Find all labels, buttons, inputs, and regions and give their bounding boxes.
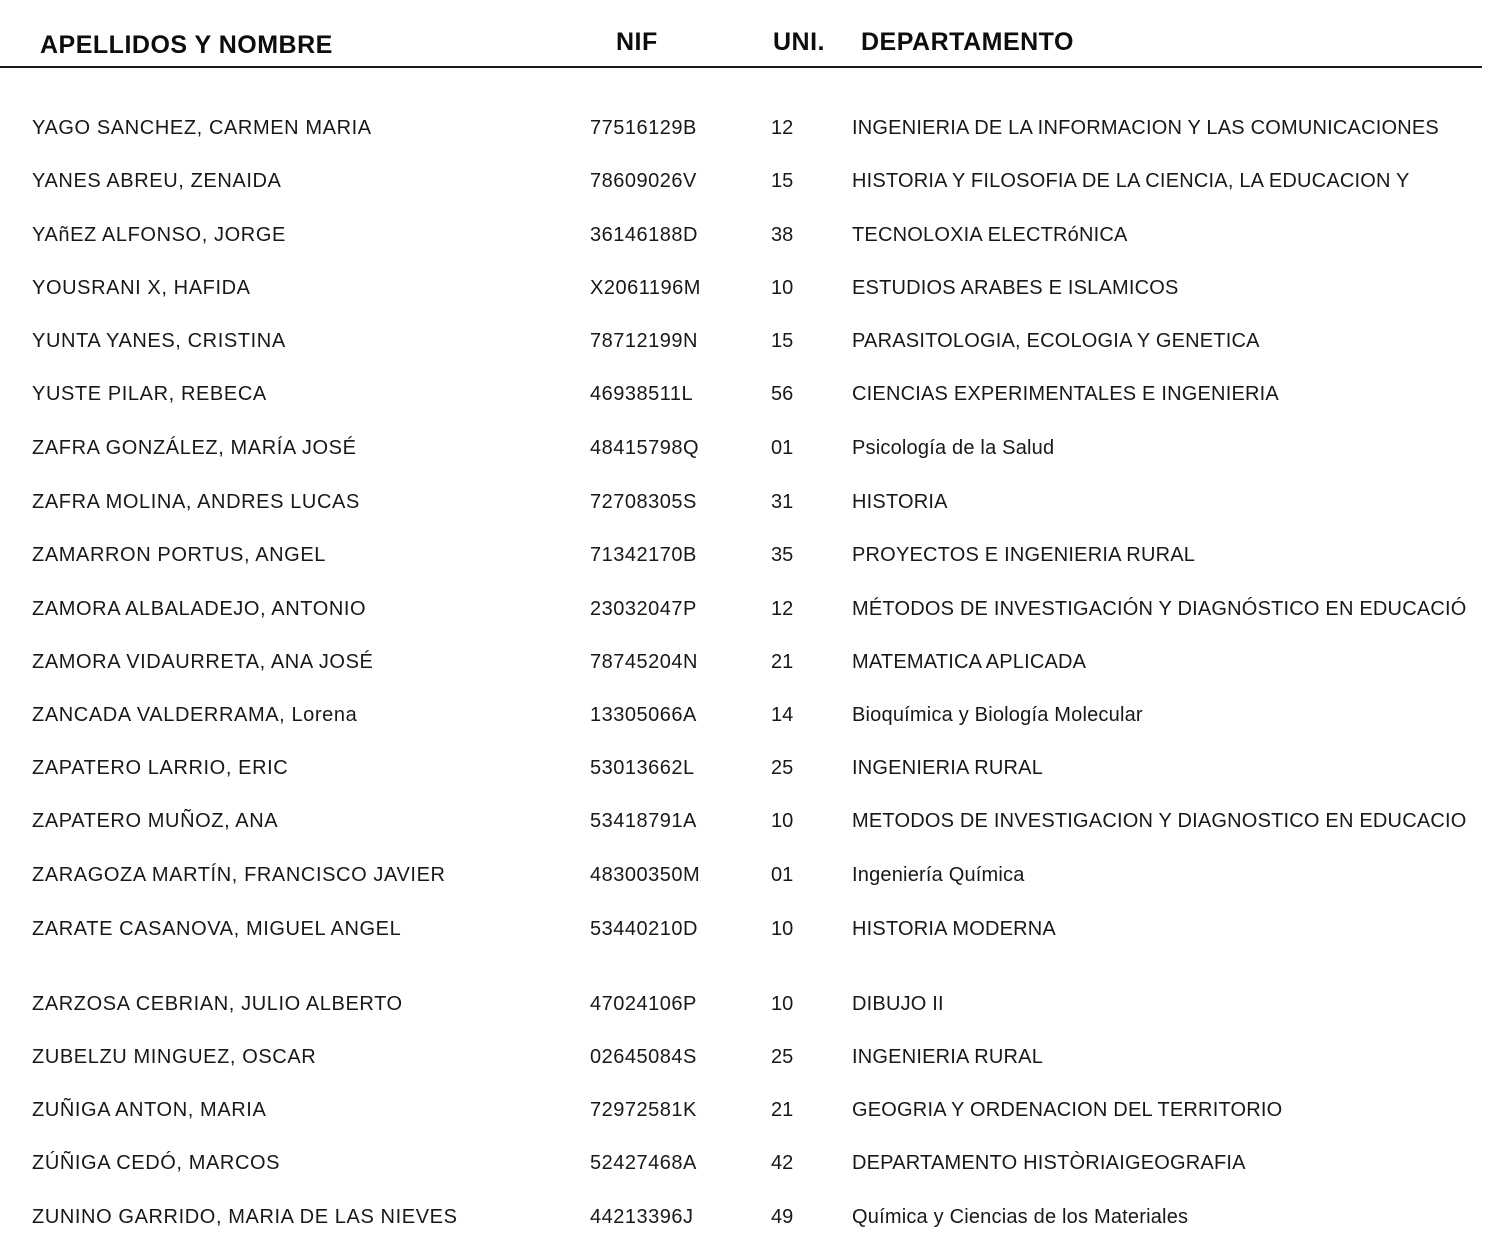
row-name: ZAPATERO MUÑOZ, ANA — [32, 810, 279, 832]
row-name: YOUSRANI X, HAFIDA — [32, 277, 251, 299]
table-row — [0, 222, 1500, 252]
table-row — [0, 649, 1500, 679]
row-department: Bioquímica y Biología Molecular — [852, 704, 1143, 726]
row-uni: 15 — [771, 330, 794, 352]
row-department: HISTORIA Y FILOSOFIA DE LA CIENCIA, LA EDUCACION Y — [852, 170, 1410, 192]
row-name: ZARATE CASANOVA, MIGUEL ANGEL — [32, 918, 402, 940]
row-uni: 10 — [771, 277, 794, 299]
row-uni: 12 — [771, 598, 794, 620]
header-department: DEPARTAMENTO — [861, 28, 1074, 56]
row-department: METODOS DE INVESTIGACION Y DIAGNOSTICO EN EDUCACIO — [852, 810, 1467, 832]
table-row — [0, 168, 1500, 198]
row-department: PROYECTOS E INGENIERIA RURAL — [852, 544, 1196, 566]
row-nif: 48300350M — [590, 864, 701, 886]
table-row — [0, 916, 1500, 946]
row-nif: 53418791A — [590, 810, 697, 832]
row-department: MATEMATICA APLICADA — [852, 651, 1087, 673]
row-uni: 35 — [771, 544, 794, 566]
row-name: ZARZOSA CEBRIAN, JULIO ALBERTO — [32, 993, 403, 1015]
row-name: ZARAGOZA MARTÍN, FRANCISCO JAVIER — [32, 864, 446, 886]
row-name: ZAMARRON PORTUS, ANGEL — [32, 544, 326, 566]
row-uni: 10 — [771, 993, 794, 1015]
table-row — [0, 328, 1500, 358]
row-nif: 72972581K — [590, 1099, 697, 1121]
table-row — [0, 275, 1500, 305]
row-uni: 25 — [771, 1046, 794, 1068]
row-uni: 01 — [771, 864, 794, 886]
row-uni: 31 — [771, 491, 794, 513]
row-name: YANES ABREU, ZENAIDA — [32, 170, 282, 192]
row-department: Ingeniería Química — [852, 864, 1025, 886]
row-uni: 25 — [771, 757, 794, 779]
table-row — [0, 862, 1500, 892]
row-name: ZUÑIGA ANTON, MARIA — [32, 1099, 267, 1121]
row-uni: 21 — [771, 1099, 794, 1121]
row-nif: 78745204N — [590, 651, 698, 673]
row-department: INGENIERIA DE LA INFORMACION Y LAS COMUNICACIONES — [852, 117, 1439, 139]
table-row — [0, 991, 1500, 1021]
row-department: CIENCIAS EXPERIMENTALES E INGENIERIA — [852, 383, 1279, 405]
row-nif: 77516129B — [590, 117, 697, 139]
row-uni: 10 — [771, 918, 794, 940]
row-nif: 78609026V — [590, 170, 697, 192]
row-name: ZAPATERO LARRIO, ERIC — [32, 757, 289, 779]
table-row — [0, 596, 1500, 626]
row-department: ESTUDIOS ARABES E ISLAMICOS — [852, 277, 1179, 299]
table-row — [0, 1150, 1500, 1180]
header-uni: UNI. — [773, 28, 825, 56]
row-uni: 01 — [771, 437, 794, 459]
row-nif: 46938511L — [590, 383, 694, 405]
row-uni: 10 — [771, 810, 794, 832]
row-nif: 72708305S — [590, 491, 697, 513]
row-nif: 44213396J — [590, 1206, 694, 1228]
row-name: ZAMORA ALBALADEJO, ANTONIO — [32, 598, 367, 620]
table-row — [0, 702, 1500, 732]
table-row — [0, 435, 1500, 465]
table-row — [0, 542, 1500, 572]
row-uni: 49 — [771, 1206, 794, 1228]
row-nif: 02645084S — [590, 1046, 697, 1068]
header-name: APELLIDOS Y NOMBRE — [40, 31, 333, 59]
row-nif: 47024106P — [590, 993, 697, 1015]
row-nif: 48415798Q — [590, 437, 700, 459]
table-row — [0, 1204, 1500, 1234]
row-name: YAñEZ ALFONSO, JORGE — [32, 224, 286, 246]
row-department: HISTORIA MODERNA — [852, 918, 1056, 940]
row-nif: 23032047P — [590, 598, 697, 620]
table-row — [0, 381, 1500, 411]
table-row — [0, 489, 1500, 519]
row-uni: 15 — [771, 170, 794, 192]
row-name: ZÚÑIGA CEDÓ, MARCOS — [32, 1152, 281, 1174]
table-row — [0, 808, 1500, 838]
row-nif: 53013662L — [590, 757, 695, 779]
header-nif: NIF — [616, 28, 658, 56]
row-uni: 42 — [771, 1152, 794, 1174]
row-department: DIBUJO II — [852, 993, 944, 1015]
row-nif: 78712199N — [590, 330, 698, 352]
row-name: ZUBELZU MINGUEZ, OSCAR — [32, 1046, 317, 1068]
row-name: ZAFRA GONZÁLEZ, MARÍA JOSÉ — [32, 437, 357, 459]
row-nif: 36146188D — [590, 224, 698, 246]
row-name: YAGO SANCHEZ, CARMEN MARIA — [32, 117, 372, 139]
table-row — [0, 115, 1500, 145]
row-uni: 56 — [771, 383, 794, 405]
row-nif: 13305066A — [590, 704, 697, 726]
row-department: Química y Ciencias de los Materiales — [852, 1206, 1189, 1228]
row-name: YUNTA YANES, CRISTINA — [32, 330, 286, 352]
row-name: YUSTE PILAR, REBECA — [32, 383, 267, 405]
row-uni: 14 — [771, 704, 794, 726]
row-department: DEPARTAMENTO HISTÒRIAIGEOGRAFIA — [852, 1152, 1246, 1174]
row-uni: 21 — [771, 651, 794, 673]
row-nif: 52427468A — [590, 1152, 697, 1174]
row-department: HISTORIA — [852, 491, 948, 513]
row-uni: 38 — [771, 224, 794, 246]
table-row — [0, 1097, 1500, 1127]
row-department: TECNOLOXIA ELECTRóNICA — [852, 224, 1128, 246]
row-name: ZUNINO GARRIDO, MARIA DE LAS NIEVES — [32, 1206, 458, 1228]
row-uni: 12 — [771, 117, 794, 139]
row-department: INGENIERIA RURAL — [852, 1046, 1044, 1068]
row-nif: 71342170B — [590, 544, 697, 566]
table-row — [0, 1044, 1500, 1074]
row-department: MÉTODOS DE INVESTIGACIÓN Y DIAGNÓSTICO EN EDUCACIÓ — [852, 598, 1467, 620]
row-department: GEOGRIA Y ORDENACION DEL TERRITORIO — [852, 1099, 1283, 1121]
row-nif: 53440210D — [590, 918, 698, 940]
table-row — [0, 755, 1500, 785]
row-department: PARASITOLOGIA, ECOLOGIA Y GENETICA — [852, 330, 1260, 352]
row-nif: X2061196M — [590, 277, 701, 299]
row-name: ZAFRA MOLINA, ANDRES LUCAS — [32, 491, 360, 513]
row-name: ZANCADA VALDERRAMA, Lorena — [32, 704, 358, 726]
row-department: INGENIERIA RURAL — [852, 757, 1044, 779]
row-name: ZAMORA VIDAURRETA, ANA JOSÉ — [32, 651, 374, 673]
row-department: Psicología de la Salud — [852, 437, 1055, 459]
